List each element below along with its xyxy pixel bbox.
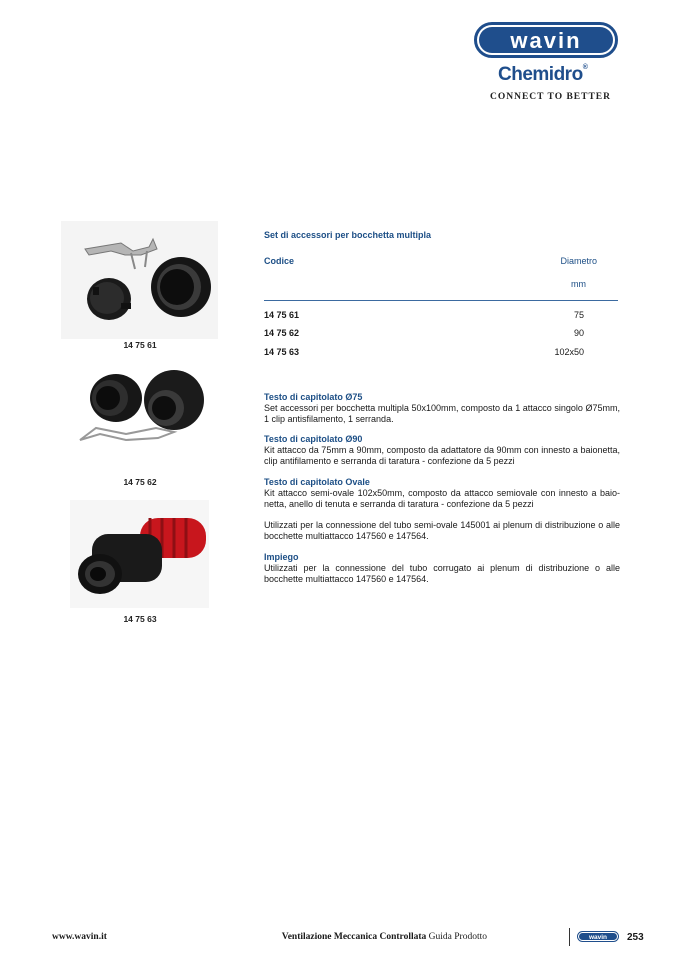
page-number: 253 [627,932,644,943]
image-caption: 14 75 61 [123,340,157,350]
footer-section-bold: Ventilazione Meccanica Controllata [281,932,427,942]
chemidro-logo: Chemidro® [498,64,588,85]
row-code: 14 75 61 [264,310,300,320]
column-header-unit: mm [571,279,586,289]
image-caption: 14 75 62 [123,477,157,487]
footer-section-title [282,932,487,942]
usage-note [264,520,620,542]
row-diameter: 102x50 [554,347,584,357]
impiego [264,552,620,585]
impiego-body: Utilizzati per la connessione del tubo corrugato ai plenum di distribuzione o alle bocchette multiattacco 147560 e 147564. [264,563,620,584]
product-image-147561 [61,221,218,339]
svg-text:wavin: wavin [510,28,582,53]
row-diameter: 90 [573,328,584,338]
footer-url[interactable]: www.wavin.it [52,932,107,942]
product-title: Set di accessori per bocchetta multipla [264,230,432,240]
table-row [264,328,584,340]
row-code: 14 75 63 [264,347,300,357]
spec-ovale [264,477,620,510]
spec-75 [264,392,620,425]
footer-separator [569,928,570,946]
tagline: CONNECT TO BETTER [490,92,612,102]
spec-90 [264,434,620,467]
column-header-diameter: Diametro [560,256,597,266]
table-divider [264,300,618,301]
spec-body: Kit attacco semi-ovale 102x50mm, composto da attacco semiovale con innesto a baio-netta, anello di tenuta e serranda di taratura - confezione da 5 pezzi [264,488,620,509]
svg-text:wavin: wavin [588,934,608,942]
row-code: 14 75 62 [264,328,300,338]
spec-heading: Testo di capitolato Ovale [264,477,370,487]
spec-body: Set accessori per bocchetta multipla 50x100mm, composto da 1 attacco singolo Ø75mm, 1 clip antisfilamento, 1 serranda. [264,403,620,424]
spec-heading: Testo di capitolato Ø90 [264,434,363,444]
table-row [264,347,584,359]
product-image-147563 [70,500,209,608]
footer-section-rest: Guida Prodotto [428,932,487,942]
usage-note-text: Utilizzati per la connessione del tubo semi-ovale 145001 ai plenum di distribuzione o alle bocchette multiattacco 147560 e 147564. [264,520,620,541]
column-header-code: Codice [264,256,295,266]
footer-wavin-logo [577,931,619,942]
spec-body: Kit attacco da 75mm a 90mm, composto da adattatore da 90mm con innesto a baionetta, clip antifilamento e serranda di taratura - confezione da 5 pezzi [264,445,620,466]
image-caption: 14 75 63 [123,614,157,624]
row-diameter: 75 [573,310,584,320]
wavin-logo [474,22,618,58]
wavin-chemidro-logo [474,22,618,102]
impiego-heading: Impiego [264,552,299,562]
product-image-147562 [66,362,218,468]
table-row [264,310,584,322]
spec-heading: Testo di capitolato Ø75 [264,392,363,402]
